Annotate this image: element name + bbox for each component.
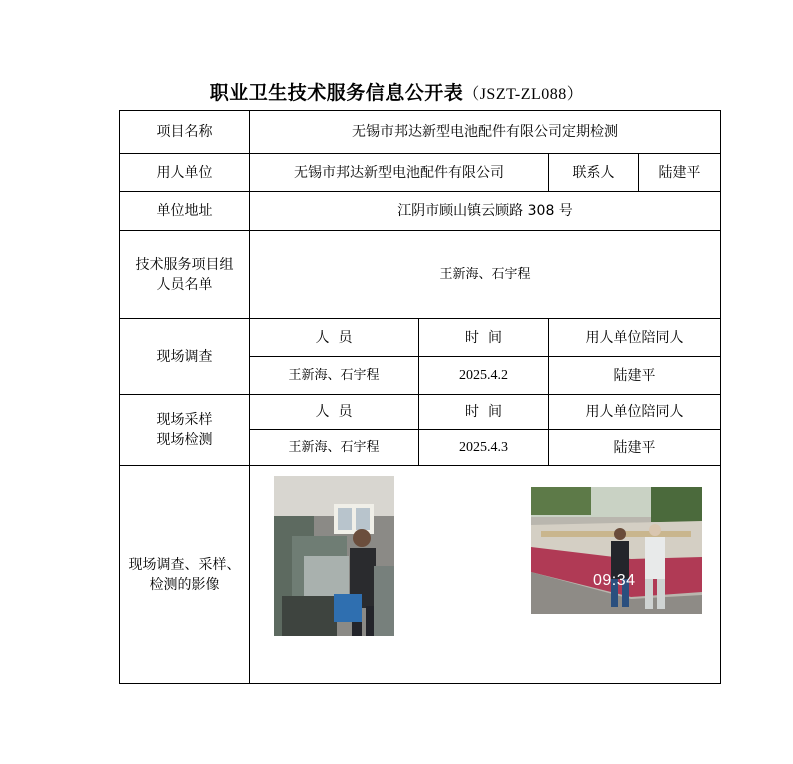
row-team bbox=[120, 231, 721, 319]
sampling-personnel: 王新海、石宇程 bbox=[250, 430, 419, 466]
page-title bbox=[0, 78, 793, 105]
sampling-col-time: 时 间 bbox=[419, 395, 549, 430]
images-label bbox=[120, 466, 250, 684]
team-members: 王新海、石宇程 bbox=[250, 231, 721, 319]
sampling-date: 2025.4.3 bbox=[419, 430, 549, 466]
contact-label: 联系人 bbox=[549, 154, 639, 192]
document-code: （JSZT-ZL088） bbox=[463, 86, 584, 103]
contact-value: 陆建平 bbox=[639, 154, 721, 192]
row-project-name bbox=[120, 111, 721, 154]
images-label-line2: 检测的影像 bbox=[149, 576, 220, 593]
images-cell bbox=[250, 466, 721, 684]
team-label-line2: 人员名单 bbox=[156, 276, 213, 293]
team-label-line1: 技术服务项目组 bbox=[135, 256, 234, 273]
survey-col-escort: 用人单位陪同人 bbox=[549, 319, 721, 357]
site-photo-2 bbox=[531, 487, 702, 614]
survey-label: 现场调查 bbox=[120, 319, 250, 395]
survey-col-personnel: 人 员 bbox=[250, 319, 419, 357]
sampling-escort: 陆建平 bbox=[549, 430, 721, 466]
row-images bbox=[120, 466, 721, 684]
row-sampling-header bbox=[120, 395, 721, 430]
photo-timestamp: 09:34 bbox=[593, 572, 636, 589]
sampling-col-personnel: 人 员 bbox=[250, 395, 419, 430]
site-photo-1 bbox=[274, 476, 394, 636]
sampling-label-line1: 现场采样 bbox=[156, 412, 213, 428]
sampling-label-line2: 现场检测 bbox=[156, 432, 213, 448]
project-name-value: 无锡市邦达新型电池配件有限公司定期检测 bbox=[250, 111, 721, 154]
address-value: 江阴市顾山镇云顾路 308 号 bbox=[250, 192, 721, 231]
employer-value: 无锡市邦达新型电池配件有限公司 bbox=[250, 154, 549, 192]
survey-escort: 陆建平 bbox=[549, 357, 721, 395]
address-label: 单位地址 bbox=[120, 192, 250, 231]
info-table bbox=[119, 110, 721, 684]
images-label-line1: 现场调查、采样、 bbox=[128, 556, 241, 573]
sampling-col-escort: 用人单位陪同人 bbox=[549, 395, 721, 430]
survey-date: 2025.4.2 bbox=[419, 357, 549, 395]
project-name-label: 项目名称 bbox=[120, 111, 250, 154]
sampling-label bbox=[120, 395, 250, 466]
row-survey-header bbox=[120, 319, 721, 357]
survey-personnel: 王新海、石宇程 bbox=[250, 357, 419, 395]
row-employer bbox=[120, 154, 721, 192]
title-text: 职业卫生技术服务信息公开表 bbox=[209, 82, 464, 104]
team-label bbox=[120, 231, 250, 319]
employer-label: 用人单位 bbox=[120, 154, 250, 192]
row-address bbox=[120, 192, 721, 231]
survey-col-time: 时 间 bbox=[419, 319, 549, 357]
